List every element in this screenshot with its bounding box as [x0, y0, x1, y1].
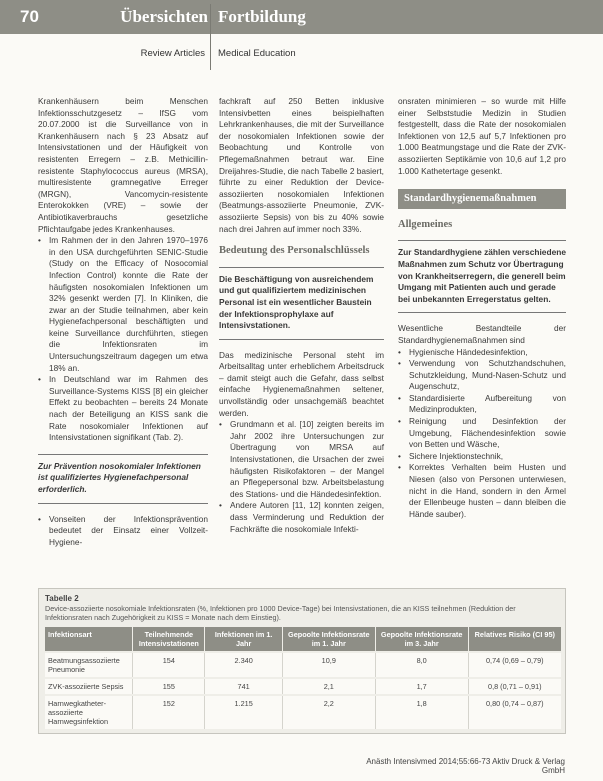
table-header-cell: Gepoolte Infektionsrate im 1. Jahr — [282, 627, 375, 652]
bullet-list — [38, 235, 208, 444]
table-header-cell: Relatives Risiko (CI 95) — [468, 627, 561, 652]
list-item: • Sichere Injektionstechnik, — [398, 451, 566, 463]
paragraph: onsraten minimieren – so wurde mit Hilfe einer Selbststudie Medizin in Studien festgestellt, dass die Rate der nosokomialen Infektionen von 12,5 auf 5,7 Infektionen pro 1.000 Beatmungstage und die Rate der ZVK-assoziierten Septikämie von 10,6 auf 1,2 pro 1.000 Kathetertage gesenkt. — [398, 96, 566, 176]
text-column-3 — [398, 96, 566, 520]
table-cell: 741 — [205, 678, 282, 695]
bullet-list — [398, 347, 566, 521]
section-band-heading: Standardhygienemaßnahmen — [398, 189, 566, 209]
bullet-list — [219, 419, 384, 535]
table-cell: 0,8 (0,71 – 0,91) — [468, 678, 561, 695]
subsection-heading: Allgemeines — [398, 218, 453, 230]
table-cell: Beatmungsassoziierte Pneumonie — [45, 652, 133, 678]
table-header-cell: Gepoolte Infektionsrate im 3. Jahr — [375, 627, 468, 652]
highlight-note: Zur Standardhygiene zählen verschiedene Maßnahmen zum Schutz vor Übertragung von Krankheitserregern, die generell beim Umgang mit Patienten auch und gerade bei unbekannten Erregerstatus gelten. — [398, 240, 566, 313]
header-bar — [0, 0, 603, 34]
table-cell: 1,7 — [375, 678, 468, 695]
table-box — [38, 588, 566, 734]
section-title-right: Fortbildung — [218, 7, 306, 26]
list-item: • Hygienische Händedesinfektion, — [398, 347, 566, 359]
header-divider — [210, 4, 211, 70]
table-cell: 2.340 — [205, 652, 282, 678]
list-item: • Korrektes Verhalten beim Husten und Niesen (also von Personen unterwiesen, nicht in die Hand, sondern in den Ärmel der Ellenbeuge husten – dann bleiben die Hände sauber). — [398, 462, 566, 520]
subsection-left: Review Articles — [140, 48, 205, 59]
table-title: Tabelle 2 — [45, 594, 79, 603]
table-row — [45, 678, 561, 695]
data-table — [45, 627, 561, 729]
list-item: • Grundmann et al. [10] zeigten bereits im Jahr 2002 ihre Untersuchungen zur Übertragung von MRSA auf Intensivstationen, die Ursachen der zwei häufigsten Risikofaktoren – der Mangel an Pflegepersonal bzw. Arbeitsbelastung des Stations- und die Händedesinfektion. — [219, 419, 384, 500]
table-header-cell: Teilnehmende Intensivstationen — [133, 627, 205, 652]
text-column-2 — [219, 96, 384, 535]
text-column-1 — [38, 96, 208, 548]
highlight-note: Zur Prävention nosokomialer Infektionen ist qualifiziertes Hygienefachpersonal erforderlich. — [38, 454, 208, 504]
table-cell: 2,2 — [282, 695, 375, 729]
list-item: • Vonseiten der Infektionsprävention bedeutet der Einsatz einer Vollzeit-Hygiene- — [38, 514, 208, 549]
table-cell: Harnwegkatheter-assoziierte Harnwegsinfektion — [45, 695, 133, 729]
paragraph: fachkraft auf 250 Betten inklusive Intensivbetten eines beispielhaften Lehrkrankenhauses, die mit der Surveillance der nosokomialen Infektionen sowie der Beobachtung und Kontrolle von Pflegemaßnahmen betraut war. Eine Dreijahres-Studie, die nach Tabelle 2 basiert, führte zu einer Reduktion der Device-assoziierten nosokomialen Infektionen (Beatmungs-assoziierte Pneumonie, ZVK-assoziierte Sepsis) von bis zu 40% sowie nach drei Jahren auf immer noch 33%. — [219, 96, 384, 234]
table-caption: Device-assoziierte nosokomiale Infektionsraten (%, Infektionen pro 1000 Device-Tage) bei Intensivstationen, die an KISS teilnehmen (Reduktion der Infektionsraten nach Zugehörigkeit zu KISS = Monate nach dem Einstieg). — [45, 604, 516, 623]
table-cell: 152 — [133, 695, 205, 729]
list-item: • In Deutschland war im Rahmen des Surveillance-Systems KISS [8] ein gleicher Effekt zu beobachten – bereits 24 Monate nach der Beteiligung an KISS sank die Rate nosokomialer Infektionen auf Intensivstationen signifikant (Tab. 2). — [38, 374, 208, 444]
table-cell: 0,74 (0,69 – 0,79) — [468, 652, 561, 678]
section-heading: Bedeutung des Personalschlüssels — [219, 245, 370, 257]
page-number: 70 — [20, 7, 39, 26]
table-header-cell: Infektionsart — [45, 627, 133, 652]
table-cell: 10,9 — [282, 652, 375, 678]
subsection-right: Medical Education — [218, 48, 296, 59]
table-header-cell: Infektionen im 1. Jahr — [205, 627, 282, 652]
table-row — [45, 695, 561, 729]
section-title-left: Übersichten — [120, 7, 208, 26]
table-cell: 1.215 — [205, 695, 282, 729]
paragraph: Wesentliche Bestandteile der Standardhygienemaßnahmen sind — [398, 323, 566, 345]
table-cell: 8,0 — [375, 652, 468, 678]
table-cell: 1,8 — [375, 695, 468, 729]
table-cell: 0,80 (0,74 – 0,87) — [468, 695, 561, 729]
list-item: • Standardisierte Aufbereitung von Medizinprodukten, — [398, 393, 566, 416]
list-item: • Andere Autoren [11, 12] konnten zeigen, dass Verminderung und Reduktion der Fachkräfte die nosokomiale Infekti- — [219, 500, 384, 535]
list-item: • Im Rahmen der in den Jahren 1970–1976 in den USA durchgeführten SENIC-Studie (Study on the Efficacy of Nosocomial Infection Control) konnte die Rate der häufigsten nosokomialen Infektionen um 32% gesenkt werden [7]. In Kliniken, die zwar an der Studie teilnahmen, aber kein Hygienefachpersonal beschäftigten und keine Surveillance durchführten, stiegen die Infektionsraten im Untersuchungszeitraum dagegen um etwa 18% an. — [38, 235, 208, 374]
list-item: • Verwendung von Schutzhandschuhen, Schutzkleidung, Mund-Nasen-Schutz und Augenschutz, — [398, 358, 566, 393]
table-cell: ZVK-assoziierte Sepsis — [45, 678, 133, 695]
list-item: • Reinigung und Desinfektion der Umgebung, Flächendesinfektion sowie von Betten und Wäsche, — [398, 416, 566, 451]
table-cell: 154 — [133, 652, 205, 678]
table-cell: 155 — [133, 678, 205, 695]
paragraph: Das medizinische Personal steht im Arbeitsalltag unter erheblichem Arbeitsdruck – damit steigt auch die Gefahr, dass selbst einfache Hygienemaßnahmen seltener, unvollständig oder unsachgemäß beachtet werden. — [219, 349, 384, 418]
bullet-list — [38, 514, 208, 549]
table-row — [45, 652, 561, 678]
paragraph: Krankenhäusern beim Menschen Infektionsschutzgesetz – IfSG vom 20.07.2000 ist die Surveillance von in Krankenhäusern nach § 23 Absatz auf Intensivstationen und der Häufigkeit von resistenten Erregern – z.B. Methicillin-resistente Staphylococcus aureus (MRSA), multiresistente gramnegative Erreger (MRGN), Vancomycin-resistente Enterokokken (VRE) – sowie der Antibiotikaverbrauchs gesetzliche Pflichtaufgabe jedes Krankenhauses. — [38, 96, 208, 234]
table-header-row — [45, 627, 561, 652]
page-footer: Anästh Intensivmed 2014;55:66-73 Aktiv Druck & Verlag GmbH — [366, 757, 565, 775]
table-cell: 2,1 — [282, 678, 375, 695]
highlight-note: Die Beschäftigung von ausreichendem und gut qualifiziertem medizinischen Personal ist ein wesentlicher Baustein der Infektionsprophylaxe auf Intensivstationen. — [219, 267, 384, 340]
